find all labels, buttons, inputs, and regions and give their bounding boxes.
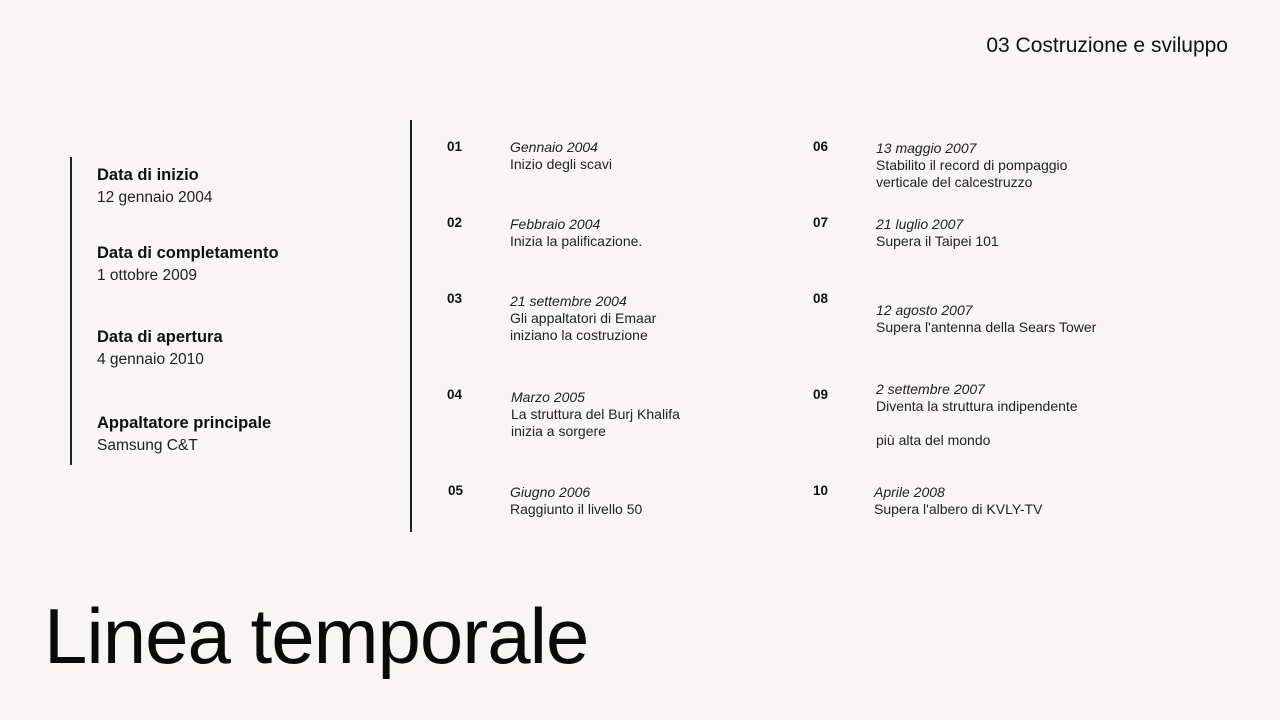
timeline-text: Diventa la struttura indipendente più alta del mondo bbox=[876, 398, 1078, 448]
timeline-date: Marzo 2005 bbox=[511, 389, 585, 405]
timeline-item bbox=[876, 381, 1166, 449]
timeline-number: 07 bbox=[813, 215, 829, 230]
fact-value: 12 gennaio 2004 bbox=[97, 189, 213, 206]
timeline-date: 21 luglio 2007 bbox=[876, 216, 964, 232]
fact-label: Appaltatore principale bbox=[97, 414, 272, 432]
fact-label: Data di completamento bbox=[97, 244, 279, 262]
timeline-text: La struttura del Burj Khalifa inizia a sorgere bbox=[511, 406, 680, 439]
timeline-item bbox=[876, 216, 1166, 250]
timeline-number: 02 bbox=[447, 215, 463, 230]
timeline-date: 2 settembre 2007 bbox=[876, 381, 985, 397]
timeline-date: Febbraio 2004 bbox=[510, 216, 601, 232]
timeline-date: Giugno 2006 bbox=[510, 484, 591, 500]
fact-value: 1 ottobre 2009 bbox=[97, 267, 197, 284]
timeline-number: 04 bbox=[447, 387, 463, 402]
timeline-text: Supera l'antenna della Sears Tower bbox=[876, 319, 1097, 335]
timeline-number: 03 bbox=[447, 291, 463, 306]
facts-accent-bar bbox=[70, 157, 72, 465]
section-label: 03 Costruzione e sviluppo bbox=[986, 34, 1228, 57]
fact-completion-date bbox=[97, 242, 279, 287]
timeline-date: Gennaio 2004 bbox=[510, 139, 598, 155]
fact-value: Samsung C&T bbox=[97, 437, 198, 454]
column-divider bbox=[410, 120, 412, 532]
timeline-number: 05 bbox=[448, 483, 464, 498]
timeline-number: 06 bbox=[813, 139, 829, 154]
timeline-text: Inizio degli scavi bbox=[510, 156, 612, 172]
timeline-item bbox=[876, 302, 1166, 336]
timeline-text: Raggiunto il livello 50 bbox=[510, 501, 643, 517]
timeline-item bbox=[510, 139, 800, 173]
timeline-text: Stabilito il record di pompaggio verticale del calcestruzzo bbox=[876, 157, 1068, 190]
timeline-date: 12 agosto 2007 bbox=[876, 302, 973, 318]
timeline-text: Supera l'albero di KVLY-TV bbox=[874, 501, 1043, 517]
timeline-item bbox=[874, 484, 1164, 518]
fact-main-contractor bbox=[97, 412, 271, 457]
timeline-item bbox=[511, 389, 801, 440]
timeline-item bbox=[510, 484, 800, 518]
timeline-item bbox=[876, 140, 1166, 191]
timeline-item bbox=[510, 216, 800, 250]
timeline-date: Aprile 2008 bbox=[874, 484, 945, 500]
fact-opening-date bbox=[97, 326, 223, 371]
timeline-number: 09 bbox=[813, 387, 829, 402]
timeline-number: 10 bbox=[813, 483, 829, 498]
timeline-date: 21 settembre 2004 bbox=[510, 293, 627, 309]
timeline-text: Gli appaltatori di Emaar iniziano la costruzione bbox=[510, 310, 657, 343]
fact-label: Data di apertura bbox=[97, 328, 223, 346]
timeline-number: 08 bbox=[813, 291, 829, 306]
timeline-item bbox=[510, 293, 800, 344]
fact-start-date bbox=[97, 164, 213, 209]
timeline-text: Inizia la palificazione. bbox=[510, 233, 643, 249]
page-title: Linea temporale bbox=[44, 592, 589, 680]
timeline-text: Supera il Taipei 101 bbox=[876, 233, 999, 249]
fact-label: Data di inizio bbox=[97, 166, 199, 184]
timeline-number: 01 bbox=[447, 139, 463, 154]
fact-value: 4 gennaio 2010 bbox=[97, 351, 204, 368]
timeline-date: 13 maggio 2007 bbox=[876, 140, 977, 156]
